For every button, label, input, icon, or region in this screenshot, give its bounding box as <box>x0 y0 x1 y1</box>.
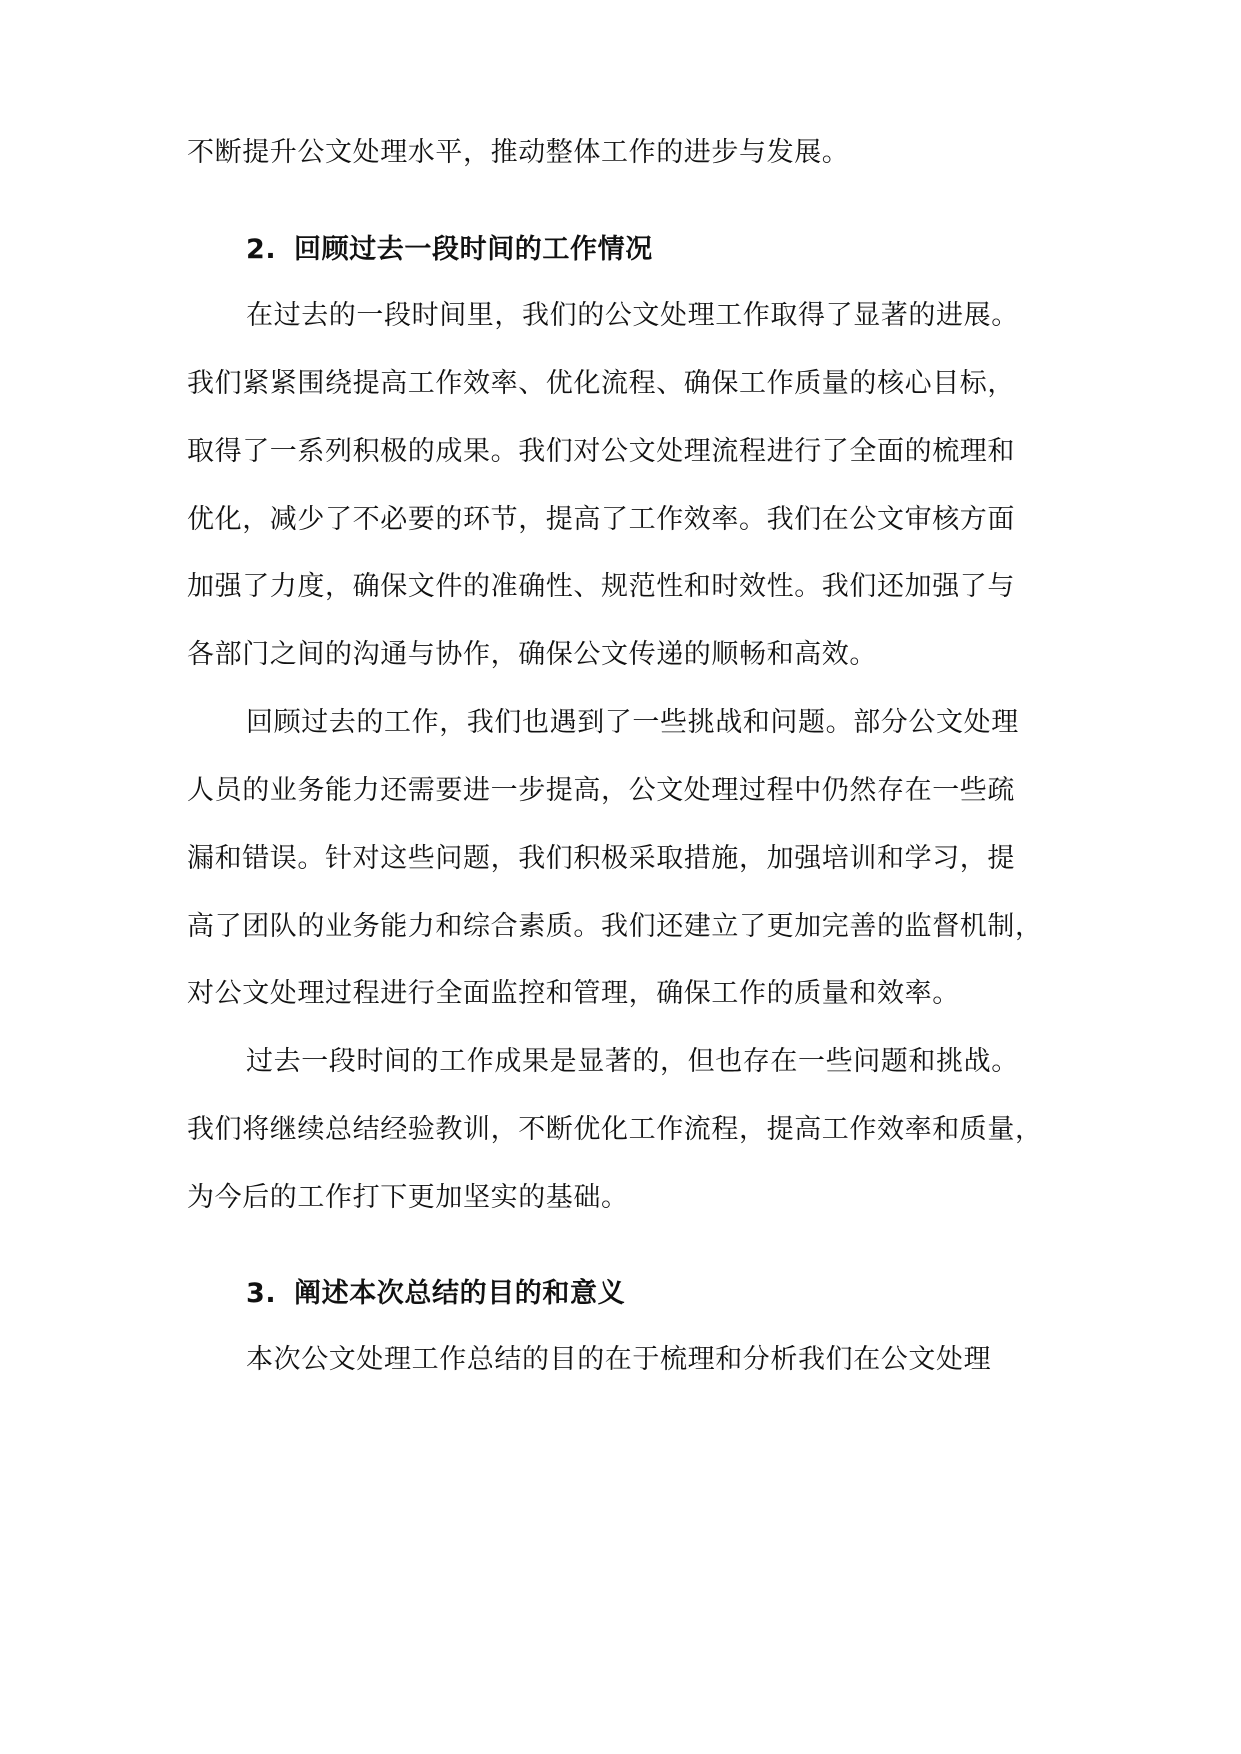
section-title: 回顾过去一段时间的工作情况 <box>294 234 653 265</box>
paragraph-line: 本次公文处理工作总结的目的在于梳理和分析我们在公文处理 <box>246 1344 992 1375</box>
section-title: 阐述本次总结的目的和意义 <box>294 1278 626 1309</box>
paragraph-line: 漏和错误。针对这些问题，我们积极采取措施，加强培训和学习，提 <box>187 843 1015 874</box>
section-number: 2. <box>246 234 277 265</box>
paragraph-line: 不断提升公文处理水平，推动整体工作的进步与发展。 <box>187 137 850 168</box>
paragraph-line: 我们紧紧围绕提高工作效率、优化流程、确保工作质量的核心目标， <box>187 368 1015 399</box>
paragraph-line: 加强了力度，确保文件的准确性、规范性和时效性。我们还加强了与 <box>187 571 1015 602</box>
paragraph-line: 过去一段时间的工作成果是显著的，但也存在一些问题和挑战。 <box>246 1046 1019 1077</box>
paragraph-line: 在过去的一段时间里，我们的公文处理工作取得了显著的进展。 <box>246 300 1019 331</box>
section-heading-2 <box>246 232 1126 268</box>
paragraph-line: 为今后的工作打下更加坚实的基础。 <box>187 1182 629 1213</box>
section-heading-3 <box>246 1276 1126 1312</box>
section-number: 3. <box>246 1278 277 1309</box>
paragraph-line: 高了团队的业务能力和综合素质。我们还建立了更加完善的监督机制， <box>187 911 1043 942</box>
paragraph-line: 取得了一系列积极的成果。我们对公文处理流程进行了全面的梳理和 <box>187 436 1015 467</box>
paragraph-line: 各部门之间的沟通与协作，确保公文传递的顺畅和高效。 <box>187 639 877 670</box>
paragraph-line: 人员的业务能力还需要进一步提高，公文处理过程中仍然存在一些疏 <box>187 775 1015 806</box>
paragraph-line: 优化，减少了不必要的环节，提高了工作效率。我们在公文审核方面 <box>187 504 1015 535</box>
paragraph-line: 回顾过去的工作，我们也遇到了一些挑战和问题。部分公文处理 <box>246 707 1019 738</box>
paragraph-line: 对公文处理过程进行全面监控和管理，确保工作的质量和效率。 <box>187 978 960 1009</box>
paragraph-line: 我们将继续总结经验教训，不断优化工作流程，提高工作效率和质量， <box>187 1114 1043 1145</box>
